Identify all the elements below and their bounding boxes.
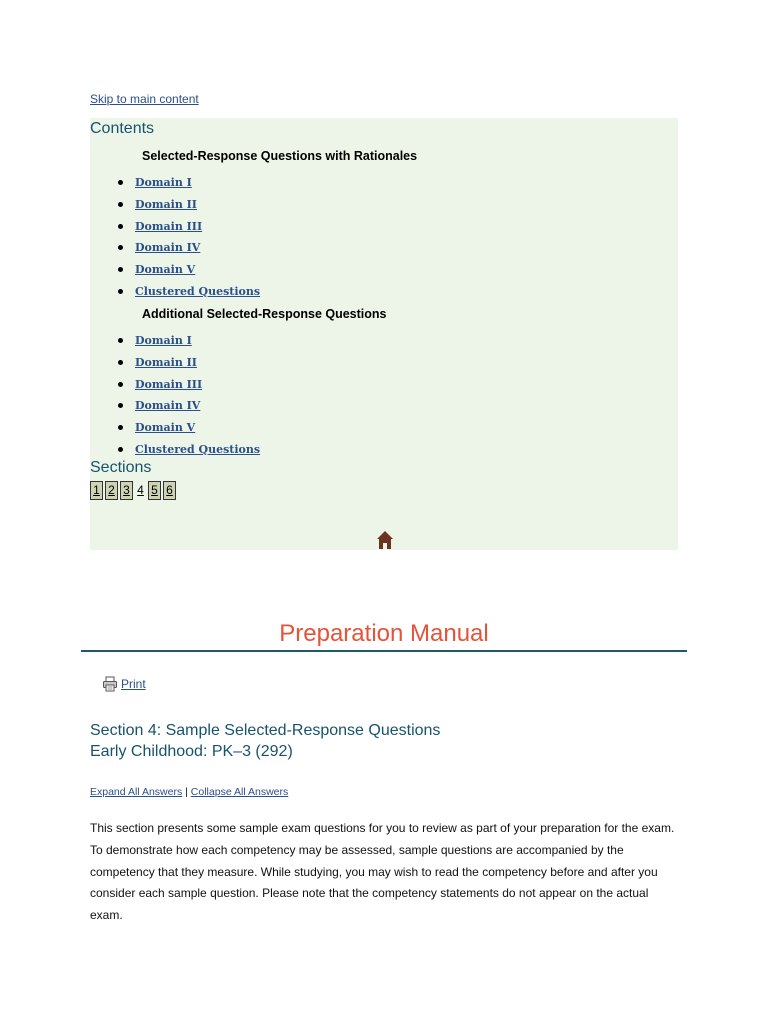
bullet-icon bbox=[118, 338, 123, 343]
toc-link-additional-clustered-questions[interactable]: Clustered Questions bbox=[135, 442, 261, 456]
print-row bbox=[102, 676, 146, 692]
home-icon[interactable] bbox=[376, 530, 394, 550]
toc-link-additional-domain-v[interactable]: Domain V bbox=[135, 421, 196, 435]
print-link[interactable]: Print bbox=[121, 677, 146, 691]
sections-heading: Sections bbox=[90, 459, 152, 476]
list-item bbox=[90, 171, 260, 193]
answer-controls bbox=[90, 786, 288, 798]
section-subtitle: Early Childhood: PK–3 (292) bbox=[90, 743, 293, 760]
bullet-icon bbox=[118, 447, 123, 452]
section-page-3[interactable]: 3 bbox=[120, 481, 133, 500]
section-heading bbox=[90, 720, 440, 762]
toc-list-additional bbox=[90, 329, 260, 460]
bullet-icon bbox=[118, 425, 123, 430]
list-item bbox=[90, 351, 260, 373]
bullet-icon bbox=[118, 267, 123, 272]
toc-link-clustered-questions[interactable]: Clustered Questions bbox=[135, 284, 261, 298]
list-item bbox=[90, 258, 260, 280]
contents-panel bbox=[90, 118, 678, 550]
group-title-rationales: Selected-Response Questions with Rationales bbox=[142, 149, 418, 163]
list-item bbox=[90, 236, 260, 258]
section-page-2[interactable]: 2 bbox=[105, 481, 118, 500]
toc-link-domain-ii[interactable]: Domain II bbox=[135, 197, 197, 211]
toc-link-domain-iv[interactable]: Domain IV bbox=[135, 241, 201, 255]
list-item bbox=[90, 193, 260, 215]
list-item bbox=[90, 373, 260, 395]
toc-list-rationales bbox=[90, 171, 260, 302]
section-page-1[interactable]: 1 bbox=[90, 481, 103, 500]
bullet-icon bbox=[118, 360, 123, 365]
list-item bbox=[90, 394, 260, 416]
list-item bbox=[90, 280, 260, 302]
toc-link-additional-domain-i[interactable]: Domain I bbox=[135, 334, 192, 347]
toc-link-additional-domain-iv[interactable]: Domain IV bbox=[135, 399, 201, 413]
bullet-icon bbox=[118, 382, 123, 387]
contents-heading: Contents bbox=[90, 120, 155, 137]
section-page-current: 4 bbox=[137, 483, 144, 497]
toc-link-additional-domain-ii[interactable]: Domain II bbox=[135, 355, 197, 369]
title-divider bbox=[81, 650, 687, 652]
section-title: Section 4: Sample Selected-Response Questions bbox=[90, 722, 441, 739]
toc-link-domain-v[interactable]: Domain V bbox=[135, 263, 196, 277]
section-page-5[interactable]: 5 bbox=[148, 481, 161, 500]
bullet-icon bbox=[118, 245, 123, 250]
page-title: Preparation Manual bbox=[279, 620, 489, 647]
group-title-additional: Additional Selected-Response Questions bbox=[142, 307, 387, 321]
toc-link-domain-iii[interactable]: Domain III bbox=[135, 219, 203, 233]
intro-paragraph: This section presents some sample exam questions for you to review as part of your preparation for the exam. To demonstrate how each competency may be assessed, sample questions are accompanied by the competency that they measure. While studying, you may wish to read the competency before and after you consider each sample question. Please note that the competency statements do not appear on the actual exam. bbox=[90, 821, 675, 923]
section-page-6[interactable]: 6 bbox=[163, 481, 176, 500]
list-item bbox=[90, 438, 260, 460]
bullet-icon bbox=[118, 224, 123, 229]
expand-all-answers-link[interactable]: Expand All Answers bbox=[90, 786, 183, 798]
list-item bbox=[90, 416, 260, 438]
bullet-icon bbox=[118, 289, 123, 294]
printer-icon[interactable] bbox=[102, 676, 118, 692]
skip-to-main-link[interactable]: Skip to main content bbox=[90, 92, 199, 106]
bullet-icon bbox=[118, 202, 123, 207]
list-item bbox=[90, 215, 260, 237]
answer-controls-separator: | bbox=[185, 786, 188, 798]
toc-link-additional-domain-iii[interactable]: Domain III bbox=[135, 377, 203, 391]
bullet-icon bbox=[118, 180, 123, 185]
bullet-icon bbox=[118, 403, 123, 408]
list-item bbox=[90, 329, 260, 351]
section-pager bbox=[90, 481, 178, 500]
toc-link-domain-i[interactable]: Domain I bbox=[135, 176, 192, 189]
collapse-all-answers-link[interactable]: Collapse All Answers bbox=[190, 786, 289, 798]
